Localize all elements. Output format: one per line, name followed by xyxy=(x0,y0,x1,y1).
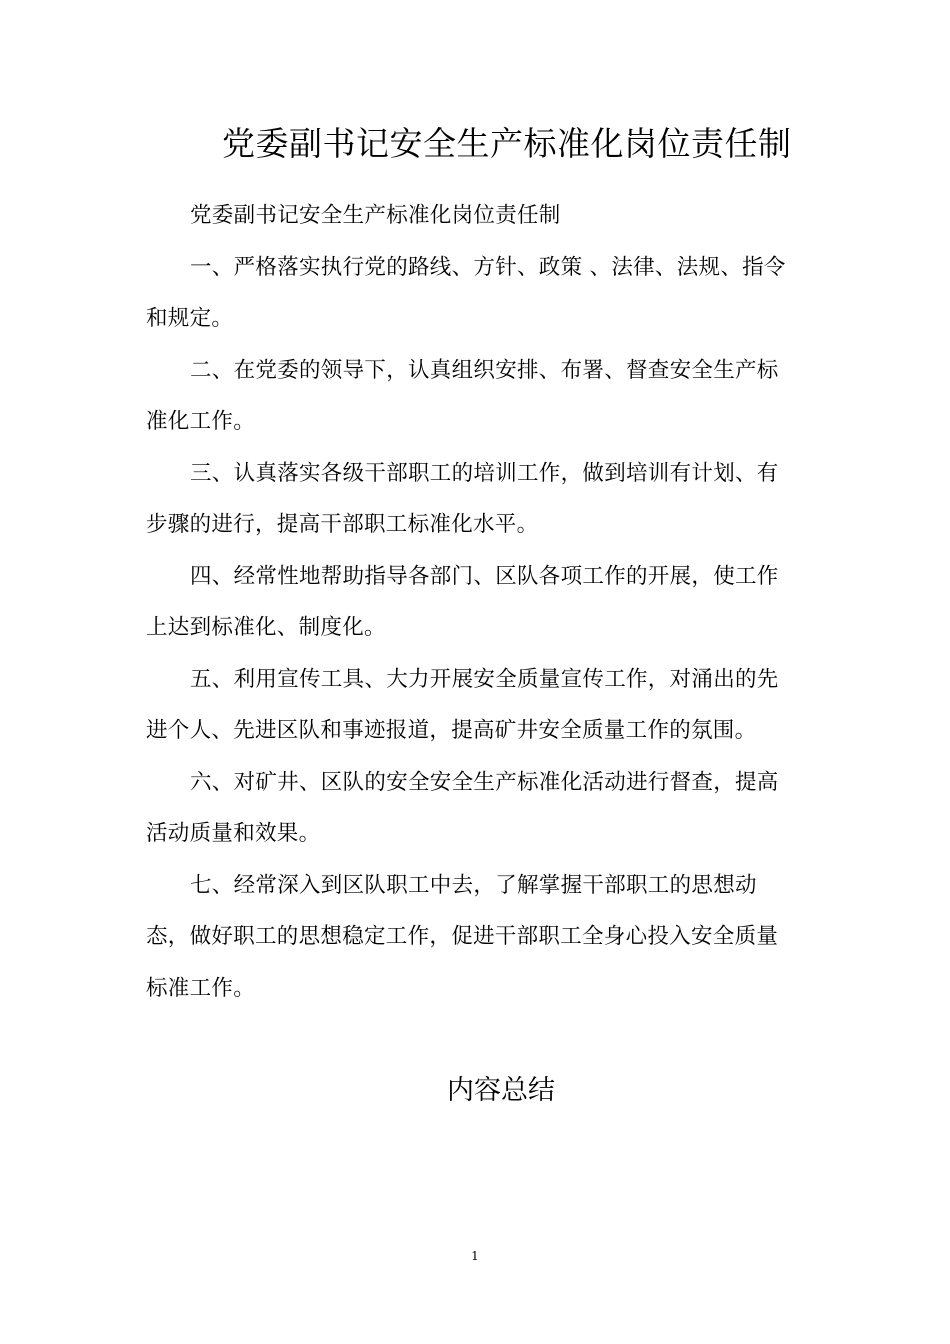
paragraph-item-3: 三、认真落实各级干部职工的培训工作，做到培训有计划、有步骤的进行，提高干部职工标准化水平。 xyxy=(146,460,779,537)
page-number: 1 xyxy=(471,1249,479,1263)
paragraph-item-5: 五、利用宣传工具、大力开展安全质量宣传工作，对涌出的先进个人、先进区队和事迹报道，提高矿井安全质量工作的氛围。 xyxy=(146,666,779,743)
document-body xyxy=(146,190,798,1014)
paragraph-item-6: 六、对矿井、区队的安全安全生产标准化活动进行督查，提高活动质量和效果。 xyxy=(146,769,779,846)
summary-heading: 内容总结 xyxy=(447,1075,555,1106)
paragraph-item-1: 一、严格落实执行党的路线、方针、政策 、法律、法规、指令和规定。 xyxy=(146,254,786,331)
paragraph-subtitle: 党委副书记安全生产标准化岗位责任制 xyxy=(190,203,561,228)
paragraph-item-7: 七、经常深入到区队职工中去，了解掌握干部职工的思想动态，做好职工的思想稳定工作，促进干部职工全身心投入安全质量标准工作。 xyxy=(146,872,779,1001)
paragraph-item-2: 二、在党委的领导下，认真组织安排、布署、督查安全生产标准化工作。 xyxy=(146,357,779,434)
paragraph-item-4: 四、经常性地帮助指导各部门、区队各项工作的开展，使工作上达到标准化、制度化。 xyxy=(146,563,779,640)
document-title: 党委副书记安全生产标准化岗位责任制 xyxy=(222,124,792,163)
